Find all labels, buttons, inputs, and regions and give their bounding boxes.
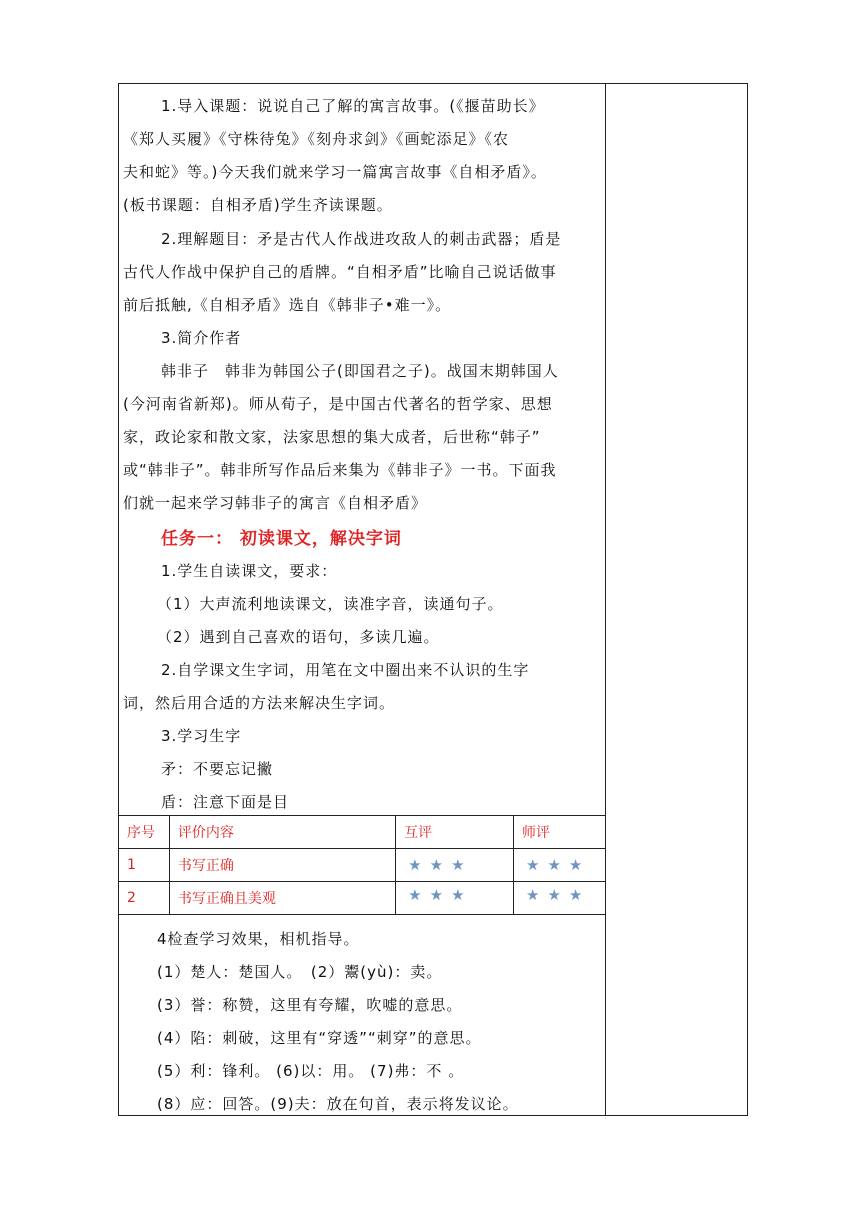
text-line: 夫和蛇》等。)今天我们就来学习一篇寓言故事《自相矛盾》。 [123,163,547,181]
header-item: 评价内容 [169,816,395,849]
table-row [119,882,606,915]
text-line: (3）誉：称赞，这里有夸耀，吹嘘的意思。 [157,996,463,1014]
text-line: 或“韩非子”。韩非所写作品后来集为《韩非子》一书。下面我 [123,461,557,479]
text-line: (5）利：锋利。 (6)以：用。 (7)弗：不 。 [157,1062,465,1080]
teacher-stars-icon: ★★★ [514,849,606,882]
text-line: (板书课题：自相矛盾)学生齐读课题。 [123,196,393,214]
text-line: 《郑人买履》《守株待兔》《刻舟求剑》《画蛇添足》《农 [123,130,510,148]
evaluation-table [118,815,606,915]
table-row [119,849,606,882]
text-line: (1）楚人：楚国人。 (2）鬻(yù)：卖。 [157,963,443,981]
table-header-row [119,816,606,849]
text-line: 2.理解题目：矛是古代人作战进攻敌人的刺击武器；盾是 [161,230,562,248]
text-line: 前后抵触,《自相矛盾》选自《韩非子•难一》。 [123,296,452,314]
text-line: 矛：不要忘记撇 [161,760,274,778]
text-line: （1）大声流利地读课文，读准字音，读通句子。 [157,595,504,613]
column-divider [605,83,606,1116]
header-peer: 互评 [396,816,514,849]
header-no: 序号 [119,816,170,849]
row-no: 1 [119,849,170,882]
text-line: 3.学习生字 [161,727,242,745]
peer-stars-icon: ★★★ [396,849,514,882]
text-line: 古代人作战中保护自己的盾牌。“自相矛盾”比喻自己说话做事 [123,263,557,281]
row-item: 书写正确 [169,849,395,882]
text-line: 们就一起来学习韩非子的寓言《自相矛盾》 [123,494,428,512]
text-line: 盾：注意下面是目 [161,793,290,811]
text-line: （2）遇到自己喜欢的语句，多读几遍。 [157,628,440,646]
text-line: 韩非子 韩非为韩国公子(即国君之子)。战国末期韩国人 [161,362,559,380]
task-heading: 任务一： 初读课文，解决字词 [161,529,402,549]
text-line: (今河南省新郑)。师从荀子，是中国古代著名的哲学家、思想 [123,395,553,413]
text-line: 4检查学习效果，相机指导。 [157,930,360,948]
text-line: 2.自学课文生字词，用笔在文中圈出来不认识的生字 [161,661,530,679]
text-line: 家，政论家和散文家，法家思想的集大成者，后世称“韩子” [123,428,541,446]
text-line: (8）应：回答。(9)夫：放在句首，表示将发议论。 [157,1095,519,1113]
teacher-stars-icon: ★★★ [514,882,606,915]
header-teacher: 师评 [514,816,606,849]
text-line: (4）陷：刺破，这里有“穿透”“刺穿”的意思。 [157,1029,482,1047]
row-no: 2 [119,882,170,915]
row-item: 书写正确且美观 [169,882,395,915]
text-line: 3.简介作者 [161,329,242,347]
peer-stars-icon: ★★★ [396,882,514,915]
text-line: 1.导入课题：说说自己了解的寓言故事。(《揠苗助长》 [161,97,545,115]
text-line: 词，然后用合适的方法来解决生字词。 [123,694,396,712]
text-line: 1.学生自读课文，要求： [161,562,338,580]
